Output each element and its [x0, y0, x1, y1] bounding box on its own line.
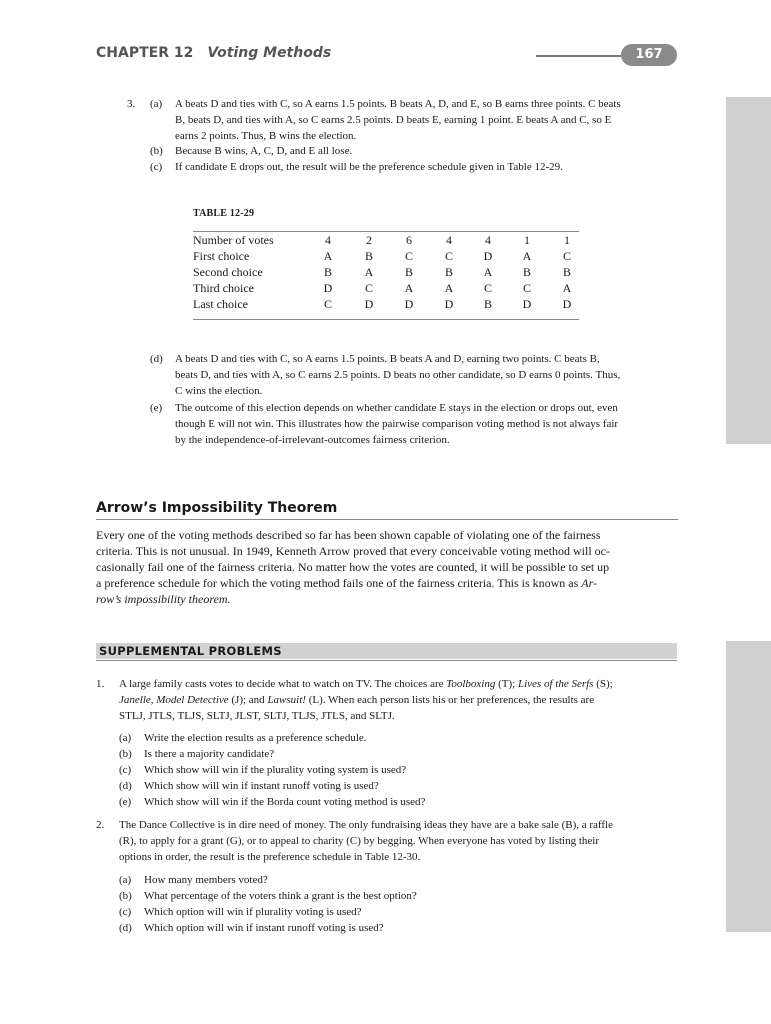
table-cell: B — [562, 265, 571, 279]
table-cell: 4 — [325, 233, 331, 247]
table-cell: C — [364, 281, 373, 295]
running-header — [96, 45, 331, 61]
supp-2-line-3: options in order, the result is the preference schedule in Table 12-30. — [119, 851, 421, 863]
chapter-label: CHAPTER 12 — [96, 45, 194, 61]
supp-2-item-text: Which option will win if plurality voting is used? — [144, 906, 362, 918]
table-cell: B — [444, 265, 453, 279]
side-tab-lower — [726, 641, 771, 932]
supp-1-item-text: Which show will win if the Borda count voting method is used? — [144, 796, 426, 808]
problem-3c-line-1: If candidate E drops out, the result will be the preference schedule given in Table 12-29. — [175, 161, 563, 173]
table-cell: B — [404, 265, 413, 279]
table-cell: C — [522, 281, 531, 295]
supp-1-item-text: Write the election results as a preference schedule. — [144, 732, 367, 744]
table-row-label: Second choice — [193, 265, 263, 279]
supp-2-item-label: (d) — [119, 922, 132, 934]
supp-1-number: 1. — [96, 678, 105, 690]
supp-1-item-label: (d) — [119, 780, 132, 792]
supp-2-line-1: The Dance Collective is in dire need of money. The only fundraising ideas they have are a bake sale (B), a raffle — [119, 819, 613, 831]
supplemental-heading: SUPPLEMENTAL PROBLEMS — [99, 644, 282, 658]
table-cell: D — [483, 249, 493, 263]
supp-1-item-text: Which show will win if the plurality voting system is used? — [144, 764, 407, 776]
table-cell: C — [404, 249, 413, 263]
table-cell: B — [323, 265, 332, 279]
supp-2-item-label: (a) — [119, 874, 132, 886]
section-rule — [96, 519, 678, 520]
table-row-label: Number of votes — [193, 233, 274, 247]
table-cell: D — [522, 297, 532, 311]
supp-1-line-3: STLJ, JTLS, TLJS, SLTJ, JLST, SLTJ, TLJS, JTLS, and SLTJ. — [119, 710, 395, 722]
table-title: TABLE 12-29 — [193, 208, 255, 219]
problem-3b-line-1: Because B wins, A, C, D, and E all lose. — [175, 145, 353, 157]
problem-3-number: 3. — [127, 98, 136, 110]
arrow-paragraph-line-3: casionally fail one of the fairness criteria. No matter how the votes are counted, it will be possible to set up — [96, 560, 610, 574]
problem-3c-label: (c) — [150, 161, 163, 173]
table-cell: A — [444, 281, 454, 295]
supp-2-item-text: What percentage of the voters think a grant is the best option? — [144, 890, 417, 902]
table-row-label: Third choice — [193, 281, 254, 295]
table-row-label: First choice — [193, 249, 250, 263]
supp-1-item-label: (e) — [119, 796, 132, 808]
table-cell: D — [364, 297, 374, 311]
problem-3e-line-3: by the independence-of-irrelevant-outcomes fairness criterion. — [175, 434, 450, 446]
arrow-paragraph-line-2: criteria. This is not unusual. In 1949, Kenneth Arrow proved that every conceivable voting method will oc- — [96, 544, 610, 558]
table-cell: B — [364, 249, 373, 263]
side-tab-upper — [726, 97, 771, 444]
table-cell: A — [522, 249, 532, 263]
supp-2-number: 2. — [96, 819, 105, 831]
table-cell: 4 — [485, 233, 491, 247]
table-cell: 2 — [366, 233, 372, 247]
problem-3d-label: (d) — [150, 353, 163, 365]
table-cell: C — [483, 281, 492, 295]
table-cell: C — [562, 249, 571, 263]
supp-1-item-text: Which show will win if instant runoff voting is used? — [144, 780, 379, 792]
problem-3a-line-3: earns 2 points. Thus, B wins the election. — [175, 130, 357, 142]
table-cell: 4 — [446, 233, 452, 247]
chapter-title: Voting Methods — [207, 45, 332, 61]
supp-2-line-2: (R), to apply for a grant (G), or to appeal to charity (C) by begging. When everyone has voted by listing their — [119, 835, 599, 847]
problem-3e-line-1: The outcome of this election depends on whether candidate E stays in the election or drops out, even — [175, 402, 618, 414]
supp-1-line-1: A large family casts votes to decide what to watch on TV. The choices are Toolboxing (T); Lives of the Serfs (S); — [119, 678, 613, 690]
table-cell: B — [522, 265, 531, 279]
problem-3a-label: (a) — [150, 98, 163, 110]
problem-3d-line-3: C wins the election. — [175, 385, 263, 397]
section-heading-arrow: Arrow’s Impossibility Theorem — [96, 500, 338, 516]
table-cell: 1 — [564, 233, 570, 247]
problem-3a-line-1: A beats D and ties with C, so A earns 1.5 points. B beats A, D, and E, so B earns three points. C beats — [175, 98, 621, 110]
table-cell: 1 — [524, 233, 530, 247]
table-cell: A — [404, 281, 414, 295]
table-cell: C — [444, 249, 453, 263]
problem-3d-line-1: A beats D and ties with C, so A earns 1.5 points. B beats A and D, earning two points. C beats B, — [175, 353, 600, 365]
table-cell: A — [323, 249, 333, 263]
supp-2-item-text: How many members voted? — [144, 874, 268, 886]
table-cell: D — [323, 281, 333, 295]
arrow-italic-1: Ar- — [581, 576, 598, 590]
table-bottom-rule — [193, 319, 579, 320]
problem-3d-line-2: beats D, and ties with A, so C earns 2.5 points. D beats no other candidate, so D earns 0 points. Thus, — [175, 369, 621, 381]
table-cell: D — [444, 297, 454, 311]
supp-1-item-label: (a) — [119, 732, 132, 744]
problem-3e-line-2: though E will not win. This illustrates how the pairwise comparison voting method is not always fair — [175, 418, 619, 430]
problem-3e-label: (e) — [150, 402, 163, 414]
supp-1-item-label: (c) — [119, 764, 132, 776]
table-cell: 6 — [406, 233, 412, 247]
table-row-label: Last choice — [193, 297, 248, 311]
supp-1-line-2: Janelle, Model Detective (J); and Lawsuit! (L). When each person lists his or her preferences, the results are — [119, 694, 595, 706]
supp-1-item-label: (b) — [119, 748, 132, 760]
page-number: 167 — [621, 44, 677, 66]
arrow-paragraph-line-5 — [96, 591, 678, 607]
table-cell: B — [483, 297, 492, 311]
problem-3a-line-2: B, beats D, and ties with A, so C earns 2.5 points. D beats E, earning 1 point. E beats A and C, so E — [175, 114, 612, 126]
table-cell: A — [483, 265, 493, 279]
supplemental-rule — [96, 660, 677, 661]
arrow-paragraph-line-1: Every one of the voting methods described so far has been shown capable of violating one of the fairness — [96, 528, 601, 542]
table-cell: D — [562, 297, 572, 311]
supp-2-item-label: (c) — [119, 906, 132, 918]
supp-1-item-text: Is there a majority candidate? — [144, 748, 275, 760]
supp-2-item-label: (b) — [119, 890, 132, 902]
table-cell: A — [562, 281, 572, 295]
arrow-paragraph-line-4: a preference schedule for which the voting method fails one of the fairness criteria. This is known as Ar- — [96, 576, 598, 590]
problem-3b-label: (b) — [150, 145, 163, 157]
table-cell: D — [404, 297, 414, 311]
table-cell: A — [364, 265, 374, 279]
arrow-italic-2: row’s impossibility theorem. — [96, 592, 231, 606]
table-cell: C — [323, 297, 332, 311]
supp-2-item-text: Which option will win if instant runoff voting is used? — [144, 922, 384, 934]
